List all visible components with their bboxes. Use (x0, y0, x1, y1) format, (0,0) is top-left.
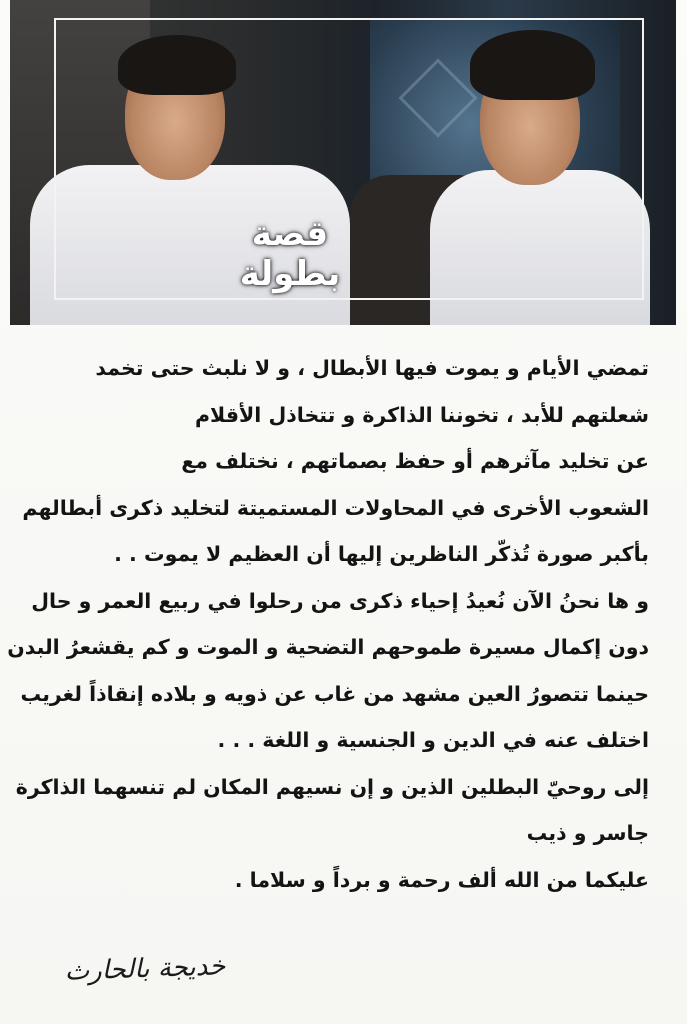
article-line: شعلتهم للأبد ، تخوننا الذاكرة و تتخاذل الأقلام (195, 402, 649, 427)
article-line: عليكما من الله ألف رحمة و برداً و سلاما . (234, 867, 649, 892)
article-body (7, 345, 649, 903)
article-line: بأكبر صورة تُذكّر الناظرين إليها أن العظيم لا يموت . . (114, 542, 649, 566)
article-line: اختلف عنه في الدين و الجنسية و اللغة . . . (217, 728, 649, 752)
page-title: قصة بطولة (239, 214, 341, 294)
article-line: تمضي الأيام و يموت فيها الأبطال ، و لا نلبث حتى تخمد (95, 356, 649, 380)
article-line: جاسر و ذيب (526, 821, 649, 845)
header-photo (10, 0, 676, 325)
article-line: إلى روحيّ البطلين الذين و إن نسيهم المكان لم تنسهما الذاكرة (15, 774, 649, 799)
handwritten-signature: خديجة بالحارث (64, 951, 226, 987)
article-line: و ها نحنُ الآن نُعيدُ إحياء ذكرى من رحلوا في ربيع العمر و حال (31, 588, 649, 613)
article-line: الشعوب الأخرى في المحاولات المستميتة لتخليد ذكرى أبطالهم (22, 495, 649, 520)
article-line: حينما تتصورُ العين مشهد من غاب عن ذويه و بلاده إنقاذاً لغريب (20, 681, 649, 706)
article-line: دون إكمال مسيرة طموحهم التضحية و الموت و كم يقشعرُ البدن (7, 635, 649, 659)
article-line: عن تخليد مآثرهم أو حفظ بصماتهم ، نختلف مع (181, 449, 649, 473)
